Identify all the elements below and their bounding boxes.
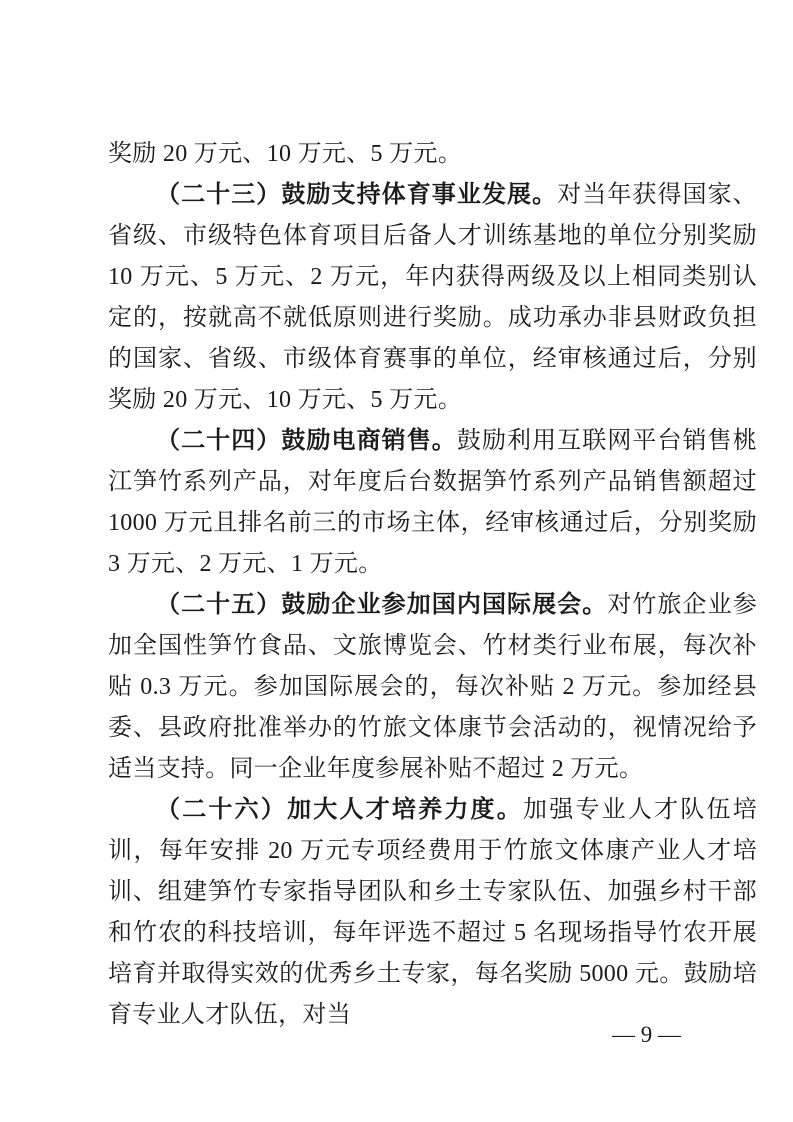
- paragraph-continuation: [108, 134, 757, 175]
- clause-title: （二十四）鼓励电商销售。: [156, 428, 457, 454]
- paragraph-text: 对竹旅企业参加全国性笋竹食品、文旅博览会、竹材类行业布展，每次补贴 0.3 万元。参加国际展会的，每次补贴 2 万元。参加经县委、县政府批准举办的竹旅文体康节会活动的，视情况给予适当支持。同一企业年度参展补贴不超过 2 万元。: [108, 592, 757, 782]
- paragraph-text: 奖励 20 万元、10 万元、5 万元。: [108, 141, 462, 167]
- paragraph-text: 鼓励利用互联网平台销售桃江笋竹系列产品，对年度后台数据笋竹系列产品销售额超过 1000 万元且排名前三的市场主体，经审核通过后，分别奖励 3 万元、2 万元、1 万元。: [108, 428, 757, 577]
- page-number: — 9 —: [612, 1022, 681, 1047]
- clause-title: （二十六）加大人才培养力度。: [156, 797, 523, 823]
- paragraph-text: 对当年获得国家、省级、市级特色体育项目后备人才训练基地的单位分别奖励 10 万元、5 万元、2 万元，年内获得两级及以上相同类别认定的，按就高不就低原则进行奖励。成功承办非县财政负担的国家、省级、市级体育赛事的单位，经审核通过后，分别奖励 20 万元、10 万元、5 万元。: [108, 182, 757, 413]
- paragraph-clause-24: [108, 421, 757, 585]
- paragraph-text: 加强专业人才队伍培训，每年安排 20 万元专项经费用于竹旅文体康产业人才培训、组建笋竹专家指导团队和乡土专家队伍、加强乡村干部和竹农的科技培训，每年评选不超过 5 名现场指导竹农开展培育并取得实效的优秀乡土专家，每名奖励 5000 元。鼓励培育专业人才队伍，对当: [108, 797, 758, 1028]
- document-body: [108, 134, 757, 1036]
- paragraph-clause-23: [108, 175, 757, 421]
- clause-title: （二十三）鼓励支持体育事业发展。: [156, 182, 558, 208]
- paragraph-clause-26: [108, 790, 757, 1036]
- paragraph-clause-25: [108, 585, 757, 790]
- clause-title: （二十五）鼓励企业参加国内国际展会。: [156, 592, 608, 618]
